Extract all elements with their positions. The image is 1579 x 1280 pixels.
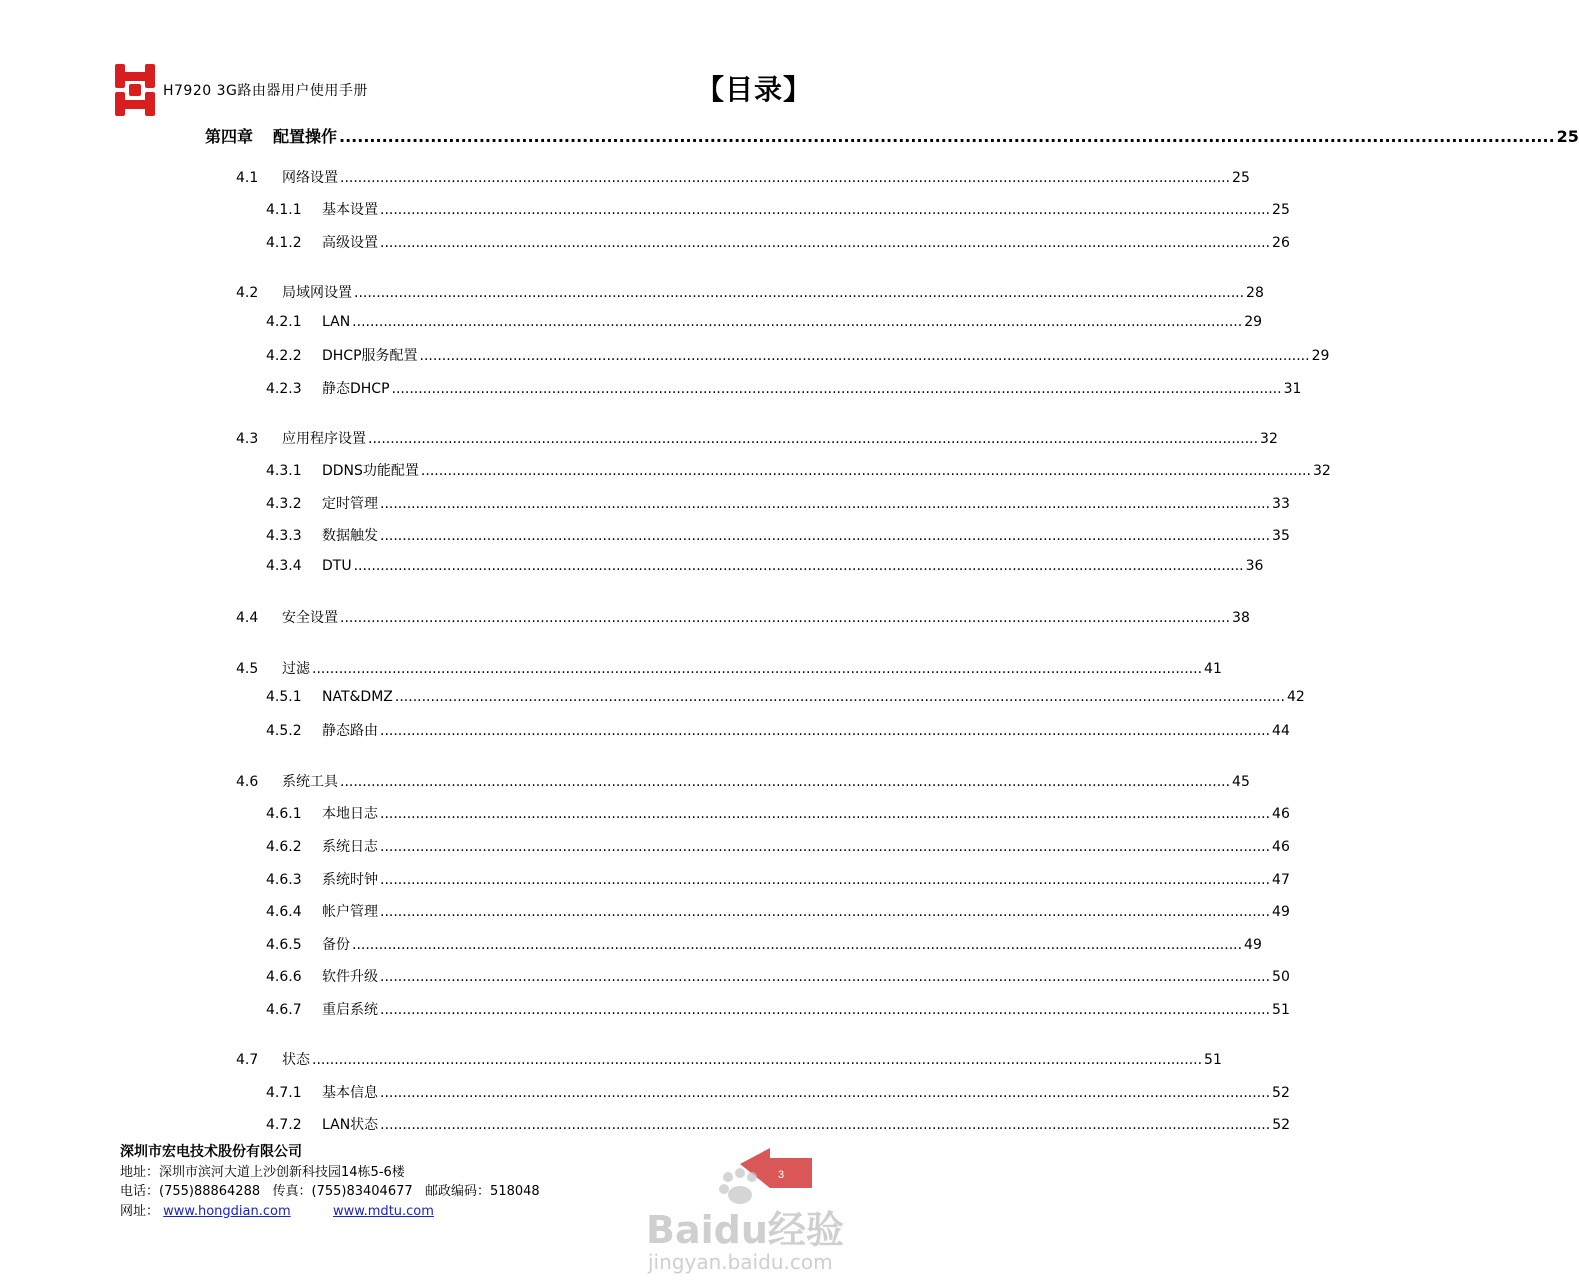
toc-entry-title: 静态DHCP xyxy=(322,381,390,397)
toc-entry-number: 4.5.1 xyxy=(266,689,302,705)
toc-entry-title: 应用程序设置 xyxy=(282,431,366,447)
toc-leader-dots: ........................................................................................................................................................................................................ xyxy=(312,661,1203,677)
toc-entry-page: 38 xyxy=(1232,610,1250,626)
toc-entry-number: 4.6 xyxy=(236,774,259,790)
toc-entry-title: 基本设置 xyxy=(322,202,378,218)
toc-entry-title: 状态 xyxy=(282,1052,310,1068)
toc-entry-number: 4.6.3 xyxy=(266,872,302,888)
toc-entry-number: 4.7.2 xyxy=(266,1117,302,1133)
toc-entry-page: 49 xyxy=(1272,904,1290,920)
toc-entry[interactable] xyxy=(266,966,1290,988)
toc-leader-dots: ........................................................................................................................................................................................................ xyxy=(380,1085,1271,1101)
toc-entry-number: 第四章 xyxy=(205,127,254,146)
toc-entry-number: 4.6.4 xyxy=(266,904,302,920)
toc-leader-dots: ........................................................................................................................................................................................................ xyxy=(340,610,1231,626)
toc-entry-number: 4.5 xyxy=(236,661,259,677)
toc-entry-page: 29 xyxy=(1311,348,1330,364)
toc-entry[interactable] xyxy=(266,720,1290,742)
toc-entry[interactable] xyxy=(205,124,1579,146)
toc-entry-title: DTU xyxy=(322,558,352,574)
baidu-watermark xyxy=(642,1165,852,1275)
toc-entry-title: 局域网设置 xyxy=(282,285,352,301)
toc-entry-title: LAN xyxy=(322,314,351,330)
toc-entry-number: 4.2.1 xyxy=(266,314,302,330)
document-title: H7920 3G路由器用户使用手册 xyxy=(163,83,368,99)
toc-entry-number: 4.6.2 xyxy=(266,839,302,855)
toc-entry-page: 47 xyxy=(1272,872,1290,888)
toc-entry-page: 41 xyxy=(1204,661,1222,677)
toc-entry[interactable] xyxy=(266,1082,1290,1104)
toc-entry-title: 软件升级 xyxy=(322,969,378,985)
toc-entry-page: 29 xyxy=(1244,314,1263,330)
toc-entry-title: 本地日志 xyxy=(322,806,378,822)
toc-entry[interactable] xyxy=(266,999,1290,1021)
toc-entry-number: 4.3.4 xyxy=(266,558,302,574)
toc-entry-number: 4.2.2 xyxy=(266,348,302,364)
toc-entry[interactable] xyxy=(266,345,1330,367)
toc-entry-number: 4.1 xyxy=(236,170,259,186)
footer-web xyxy=(120,1202,540,1222)
toc-entry-title: DDNS功能配置 xyxy=(322,463,419,479)
toc-entry[interactable] xyxy=(266,525,1290,547)
watermark-brand: Baidu经验 xyxy=(646,1208,844,1252)
toc-entry-number: 4.2.3 xyxy=(266,381,302,397)
toc-entry-number: 4.1.1 xyxy=(266,202,302,218)
toc-entry-page: 33 xyxy=(1272,496,1290,512)
toc-entry[interactable] xyxy=(266,493,1290,515)
toc-entry-page: 25 xyxy=(1556,127,1579,146)
toc-entry[interactable] xyxy=(236,1049,1222,1071)
toc-entry-number: 4.3.2 xyxy=(266,496,302,512)
footer-web-label: 网址： xyxy=(120,1203,160,1219)
toc-entry-title: 系统工具 xyxy=(282,774,338,790)
toc-entry[interactable] xyxy=(266,803,1290,825)
toc-leader-dots: ........................................................................................................................................................................................................ xyxy=(340,170,1231,186)
toc-entry[interactable] xyxy=(236,167,1250,189)
toc-entry-page: 28 xyxy=(1246,285,1264,301)
toc-entry[interactable] xyxy=(266,901,1290,923)
toc-leader-dots: ........................................................................................................................................................................................................ xyxy=(368,431,1259,447)
toc-entry[interactable] xyxy=(266,378,1302,400)
toc-entry-number: 4.6.1 xyxy=(266,806,302,822)
toc-entry-number: 4.3.1 xyxy=(266,463,302,479)
toc-entry[interactable] xyxy=(266,314,1263,336)
toc-entry[interactable] xyxy=(266,689,1305,711)
toc-leader-dots: ........................................................................................................................................................................................................ xyxy=(380,496,1271,512)
toc-entry[interactable] xyxy=(236,607,1250,629)
toc-entry-title: 网络设置 xyxy=(282,170,338,186)
toc-leader-dots: ........................................................................................................................................................................................................ xyxy=(391,381,1282,397)
toc-leader-dots: ........................................................................................................................................................................................................ xyxy=(419,348,1310,364)
toc-entry-page: 25 xyxy=(1232,170,1250,186)
toc-entry[interactable] xyxy=(266,558,1264,580)
toc-entry-page: 45 xyxy=(1232,774,1250,790)
toc-entry-title: 备份 xyxy=(322,937,350,953)
toc-leader-dots: ........................................................................................................................................................................................................ xyxy=(380,1117,1271,1133)
toc-entry-title: 系统时钟 xyxy=(322,872,378,888)
toc-entry[interactable] xyxy=(266,1114,1291,1136)
toc-leader-dots: ........................................................................................................................................................................................................ xyxy=(354,285,1245,301)
toc-entry-page: 36 xyxy=(1245,558,1264,574)
toc-leader-dots: ........................................................................................................................................................................................................ xyxy=(380,723,1271,739)
toc-leader-dots: ........................................................................................................................................................................................................ xyxy=(380,839,1271,855)
toc-entry-page: 31 xyxy=(1283,381,1302,397)
footer-link-mdtu[interactable]: www.mdtu.com xyxy=(332,1203,434,1219)
toc-entry-title: 定时管理 xyxy=(322,496,378,512)
toc-entry[interactable] xyxy=(236,282,1264,304)
toc-entry-title: 静态路由 xyxy=(322,723,378,739)
toc-entry-number: 4.7.1 xyxy=(266,1085,302,1101)
toc-entry[interactable] xyxy=(266,460,1331,482)
toc-leader-dots: ........................................................................................................................................................................................................ xyxy=(352,314,1243,330)
toc-entry-page: 25 xyxy=(1272,202,1290,218)
toc-leader-dots: ........................................................................................................................................................................................................ xyxy=(312,1052,1203,1068)
toc-leader-dots: ........................................................................................................................................................................................................ xyxy=(353,558,1244,574)
toc-entry-number: 4.2 xyxy=(236,285,259,301)
toc-entry-page: 50 xyxy=(1272,969,1290,985)
page-number: 3 xyxy=(778,1169,785,1181)
toc-entry-page: 52 xyxy=(1272,1117,1291,1133)
footer-address: 地址：深圳市滨河大道上沙创新科技园14栋5-6楼 xyxy=(120,1164,405,1180)
toc-entry-title: 帐户管理 xyxy=(322,904,378,920)
toc-leader-dots: ........................................................................................................................................................................................................ xyxy=(380,904,1271,920)
toc-leader-dots: ........................................................................................................................................................................................................ xyxy=(380,969,1271,985)
toc-entry[interactable] xyxy=(236,428,1278,450)
toc-leader-dots: ........................................................................................................................................................................................................ xyxy=(352,937,1243,953)
toc-entry-title: NAT&DMZ xyxy=(322,689,393,705)
toc-entry-title: 过滤 xyxy=(282,661,310,677)
toc-entry[interactable] xyxy=(266,934,1262,956)
toc-entry-page: 32 xyxy=(1260,431,1278,447)
toc-entry-title: 配置操作 xyxy=(273,127,338,146)
toc-entry-title: 重启系统 xyxy=(322,1002,378,1018)
toc-entry-page: 46 xyxy=(1272,806,1290,822)
section-heading: 【目录】 xyxy=(695,73,812,106)
company-logo xyxy=(113,62,157,118)
toc-entry-number: 4.6.6 xyxy=(266,969,302,985)
toc-leader-dots: ........................................................................................................................................................................................................ xyxy=(380,235,1271,251)
toc-entry-title: DHCP服务配置 xyxy=(322,348,418,364)
toc-entry-page: 51 xyxy=(1204,1052,1222,1068)
toc-entry-page: 46 xyxy=(1272,839,1290,855)
toc-entry-number: 4.3 xyxy=(236,431,259,447)
toc-leader-dots: ........................................................................................................................................................................................................ xyxy=(380,872,1271,888)
toc-leader-dots: ........................................................................................................................................................................................................ xyxy=(380,202,1271,218)
toc-entry[interactable] xyxy=(266,836,1290,858)
toc-leader-dots: ........................................................................................................................................................................................................ xyxy=(380,1002,1271,1018)
toc-entry[interactable] xyxy=(266,199,1290,221)
toc-entry[interactable] xyxy=(236,658,1222,680)
footer-phone: 电话：(755)88864288 传真：(755)83404677 邮政编码：518048 xyxy=(120,1184,540,1199)
toc-entry-number: 4.6.5 xyxy=(266,937,302,953)
toc-entry-page: 44 xyxy=(1272,723,1290,739)
toc-entry-number: 4.5.2 xyxy=(266,723,302,739)
toc-entry-page: 49 xyxy=(1244,937,1262,953)
watermark-url: jingyan.baidu.com xyxy=(648,1250,833,1274)
toc-entry-title: 高级设置 xyxy=(322,235,378,251)
toc-entry-number: 4.4 xyxy=(236,610,259,626)
toc-entry-page: 52 xyxy=(1272,1085,1290,1101)
toc-entry-title: LAN状态 xyxy=(322,1117,379,1133)
toc-leader-dots: ........................................................................................................................................................................................................ xyxy=(380,528,1271,544)
toc-entry-title: 基本信息 xyxy=(322,1085,378,1101)
toc-entry-title: 数据触发 xyxy=(322,528,378,544)
toc-leader-dots: ........................................................................................................................................................................................................ xyxy=(339,127,1555,146)
toc-entry[interactable] xyxy=(266,232,1290,254)
toc-leader-dots: ........................................................................................................................................................................................................ xyxy=(420,463,1311,479)
toc-leader-dots: ........................................................................................................................................................................................................ xyxy=(394,689,1285,705)
toc-leader-dots: ........................................................................................................................................................................................................ xyxy=(340,774,1231,790)
toc-entry-page: 32 xyxy=(1312,463,1331,479)
toc-entry-page: 35 xyxy=(1272,528,1290,544)
footer-company: 深圳市宏电技术股份有限公司 xyxy=(120,1144,302,1160)
footer xyxy=(120,1143,540,1221)
toc-entry-page: 51 xyxy=(1272,1002,1290,1018)
footer-link-hongdian[interactable]: www.hongdian.com xyxy=(163,1203,291,1219)
toc-entry-page: 26 xyxy=(1272,235,1290,251)
toc-entry[interactable] xyxy=(236,771,1250,793)
toc-entry-number: 4.3.3 xyxy=(266,528,302,544)
toc-entry[interactable] xyxy=(266,869,1290,891)
toc-entry-number: 4.7 xyxy=(236,1052,259,1068)
toc-entry-title: 安全设置 xyxy=(282,610,338,626)
toc-leader-dots: ........................................................................................................................................................................................................ xyxy=(380,806,1271,822)
toc-entry-number: 4.1.2 xyxy=(266,235,302,251)
toc-entry-number: 4.6.7 xyxy=(266,1002,302,1018)
toc-entry-page: 42 xyxy=(1286,689,1305,705)
toc-entry-title: 系统日志 xyxy=(322,839,378,855)
